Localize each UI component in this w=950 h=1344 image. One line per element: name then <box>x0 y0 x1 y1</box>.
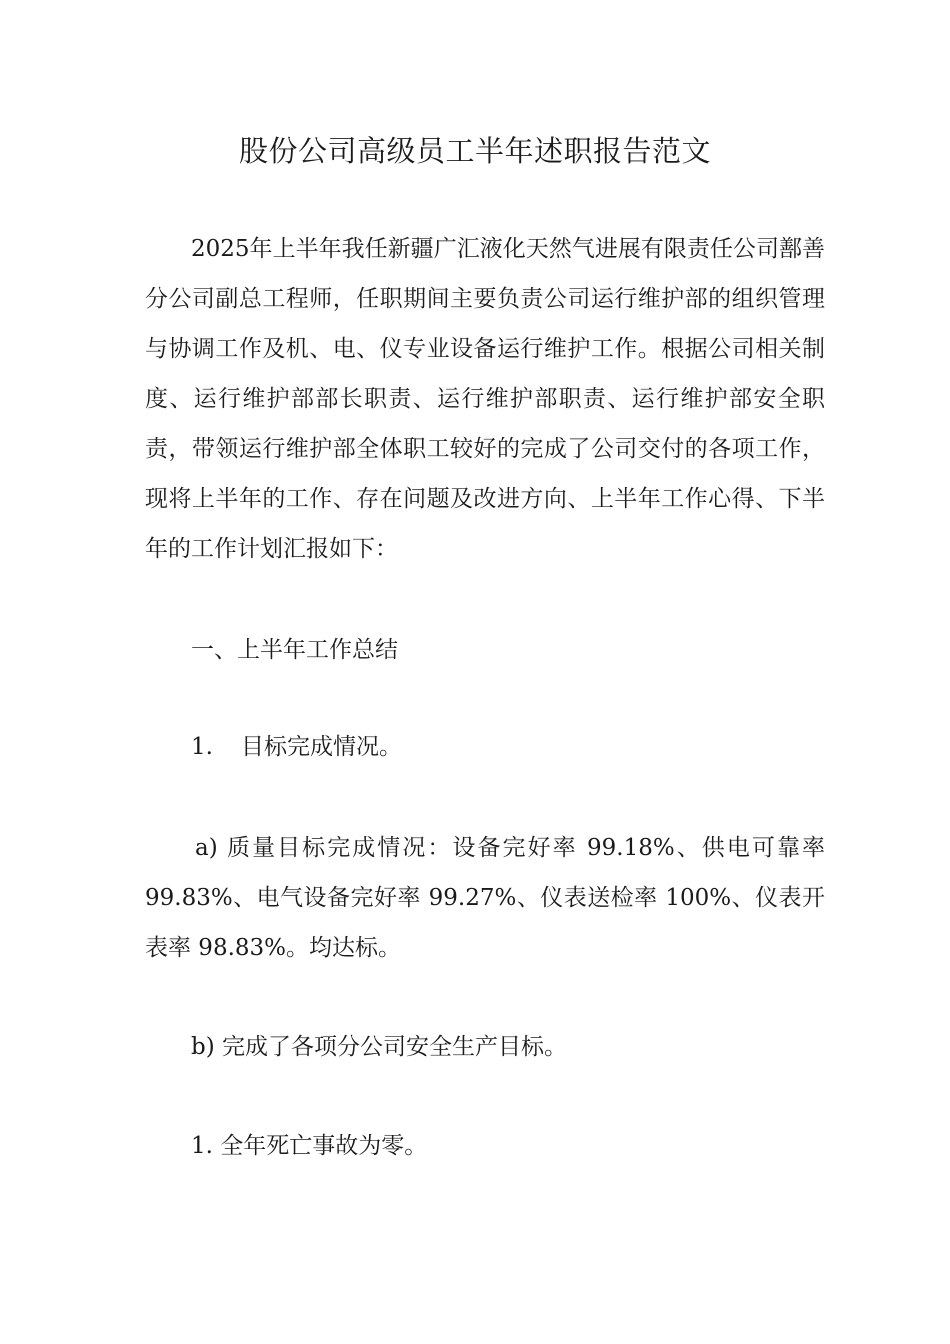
intro-paragraph: 2025年上半年我任新疆广汇液化天然气进展有限责任公司鄯善分公司副总工程师，任职期间主要负责公司运行维护部的组织管理与协调工作及机、电、仪专业设备运行维护工作。根据公司相关制度、运行维护部部长职责、运行维护部职责、运行维护部安全职责，带领运行维护部全体职工较好的完成了公司交付的各项工作，现将上半年的工作、存在问题及改进方向、上半年工作心得、下半年的工作计划汇报如下： <box>145 236 825 562</box>
subsection-text: 目标完成情况。 <box>241 734 402 760</box>
document-title: 股份公司高级员工半年述职报告范文 <box>238 134 711 168</box>
safety-goals-paragraph: b) 完成了各项分公司安全生产目标。 <box>191 1034 568 1060</box>
subsection-heading <box>145 722 825 772</box>
zero-fatality-paragraph: 1. 全年死亡事故为零。 <box>191 1133 428 1159</box>
subsection-number: 1. <box>191 734 213 760</box>
quality-goals-paragraph: a) 质量目标完成情况：设备完好率 99.18%、供电可靠率 99.83%、电气设备完好率 99.27%、仪表送检率 100%、仪表开表率 98.83%。均达标。 <box>145 835 825 961</box>
section-heading: 一、上半年工作总结 <box>191 637 398 663</box>
